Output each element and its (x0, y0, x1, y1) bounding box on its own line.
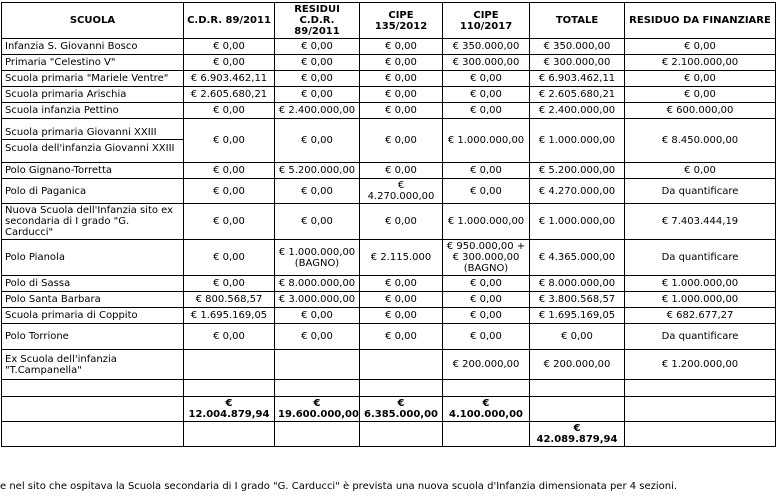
school-name-cell (2, 292, 184, 308)
school-name: Scuola infanzia Pettino (5, 105, 119, 116)
cdr-cell: € 6.903.462,11 (184, 71, 275, 87)
school-name: Infanzia S. Giovanni Bosco (5, 41, 138, 52)
cipe135-cell: € 0,00 (360, 119, 443, 163)
footnote: e nel sito che ospitava la Scuola secondaria di I grado "G. Carducci" è prevista una nuova scuola d'Infanzia dimensionata per 4 sezioni. (0, 481, 678, 492)
total-empty-totale (530, 397, 625, 422)
header-totale: TOTALE (530, 3, 625, 39)
residuo-cell: € 0,00 (625, 163, 776, 179)
cipe110-cell: € 0,00 (443, 308, 530, 324)
residui-cell: € 0,00 (275, 39, 360, 55)
school-name: Scuola primaria Giovanni XXIII (5, 127, 157, 138)
funding-table (1, 2, 776, 447)
totals-row (2, 397, 776, 422)
table-body (2, 39, 776, 397)
residui-cell: € 0,00 (275, 179, 360, 204)
cipe135-cell: € 0,00 (360, 163, 443, 179)
table-row (2, 292, 776, 308)
school-name: Nuova Scuola dell'Infanzia sito ex secondaria di I grado "G. Carducci" (5, 205, 174, 238)
header-scuola: SCUOLA (2, 3, 184, 39)
residuo-cell: € 1.000.000,00 (625, 292, 776, 308)
cipe135-cell: € 0,00 (360, 292, 443, 308)
table-row (2, 276, 776, 292)
cipe135-cell: € 0,00 (360, 324, 443, 350)
residuo-cell: € 1.000.000,00 (625, 276, 776, 292)
school-name: Scuola dell'infanzia Giovanni XXIII (2, 139, 183, 154)
table-row (2, 380, 776, 397)
school-name: Scuola primaria Arischia (5, 89, 127, 100)
cipe135-cell: € 2.115.000 (360, 240, 443, 276)
cipe110-cell: € 0,00 (443, 276, 530, 292)
cipe110-cell: € 950.000,00 + € 300.000,00 (BAGNO) (443, 240, 530, 276)
school-name: Polo Gignano-Torretta (5, 165, 113, 176)
grand-empty-3 (275, 422, 360, 447)
table-row (2, 71, 776, 87)
cdr-cell (184, 380, 275, 397)
school-name-cell (2, 119, 184, 163)
school-name: Scuola primaria di Coppito (5, 310, 138, 321)
school-name: Polo Pianola (5, 252, 65, 263)
residuo-cell: € 0,00 (625, 71, 776, 87)
total-cipe135: € 6.385.000,00 (360, 397, 443, 422)
header-residui: RESIDUI C.D.R. 89/2011 (275, 3, 360, 39)
school-name: Polo di Sassa (5, 278, 71, 289)
school-name: Polo Santa Barbara (5, 294, 101, 305)
header-cipe110: CIPE 110/2017 (443, 3, 530, 39)
totale-cell: € 4.365.000,00 (530, 240, 625, 276)
residuo-cell: € 2.100.000,00 (625, 55, 776, 71)
totals-label-cell (2, 397, 184, 422)
school-name-cell (2, 276, 184, 292)
school-name-cell (2, 71, 184, 87)
school-name-cell (2, 324, 184, 350)
totale-cell: € 350.000,00 (530, 39, 625, 55)
school-name-cell (2, 308, 184, 324)
residui-cell: € 1.000.000,00 (BAGNO) (275, 240, 360, 276)
cipe135-cell: € 0,00 (360, 87, 443, 103)
totale-cell: € 4.270.000,00 (530, 179, 625, 204)
grand-empty-4 (360, 422, 443, 447)
cipe110-cell: € 1.000.000,00 (443, 119, 530, 163)
table-header-row (2, 3, 776, 39)
cipe110-cell: € 0,00 (443, 103, 530, 119)
school-name-cell (2, 179, 184, 204)
residuo-cell: € 600.000,00 (625, 103, 776, 119)
school-name-cell (2, 39, 184, 55)
table-row (2, 350, 776, 380)
totale-cell: € 8.000.000,00 (530, 276, 625, 292)
cdr-cell: € 0,00 (184, 324, 275, 350)
residuo-cell: € 1.200.000,00 (625, 350, 776, 380)
cipe135-cell: € 0,00 (360, 39, 443, 55)
cipe110-cell: € 0,00 (443, 292, 530, 308)
cipe110-cell (443, 380, 530, 397)
cdr-cell: € 0,00 (184, 103, 275, 119)
cdr-cell: € 0,00 (184, 163, 275, 179)
cipe110-cell: € 0,00 (443, 179, 530, 204)
residui-cell: € 0,00 (275, 308, 360, 324)
cipe135-cell: € 4.270.000,00 (360, 179, 443, 204)
school-name-cell (2, 204, 184, 240)
grand-total: € 42.089.879,94 (530, 422, 625, 447)
header-cdr: C.D.R. 89/2011 (184, 3, 275, 39)
totale-cell: € 1.695.169,05 (530, 308, 625, 324)
grand-total-row (2, 422, 776, 447)
residuo-cell: Da quantificare (625, 240, 776, 276)
residuo-cell: Da quantificare (625, 324, 776, 350)
grand-empty-1 (2, 422, 184, 447)
totale-cell: € 0,00 (530, 324, 625, 350)
table-row (2, 87, 776, 103)
residui-cell: € 2.400.000,00 (275, 103, 360, 119)
cdr-cell: € 0,00 (184, 55, 275, 71)
residui-cell: € 0,00 (275, 71, 360, 87)
cipe135-cell: € 0,00 (360, 308, 443, 324)
grand-empty-2 (184, 422, 275, 447)
residuo-cell: € 0,00 (625, 87, 776, 103)
cdr-cell: € 0,00 (184, 39, 275, 55)
cipe110-cell: € 0,00 (443, 324, 530, 350)
totale-cell: € 2.605.680,21 (530, 87, 625, 103)
residui-cell (275, 350, 360, 380)
cdr-cell: € 2.605.680,21 (184, 87, 275, 103)
totale-cell: € 5.200.000,00 (530, 163, 625, 179)
residui-cell: € 0,00 (275, 87, 360, 103)
school-name: Polo di Paganica (5, 185, 87, 197)
residuo-cell (625, 380, 776, 397)
table-row (2, 119, 776, 163)
cipe135-cell (360, 350, 443, 380)
total-empty-residuo (625, 397, 776, 422)
school-name-cell (2, 240, 184, 276)
grand-empty-7 (625, 422, 776, 447)
residuo-cell: Da quantificare (625, 179, 776, 204)
cipe135-cell: € 0,00 (360, 276, 443, 292)
totale-cell: € 200.000,00 (530, 350, 625, 380)
table-row (2, 39, 776, 55)
cipe135-cell: € 0,00 (360, 55, 443, 71)
cipe135-cell: € 0,00 (360, 71, 443, 87)
cipe110-cell: € 0,00 (443, 163, 530, 179)
school-name-cell (2, 87, 184, 103)
header-residuo: RESIDUO DA FINANZIARE (625, 3, 776, 39)
table-row (2, 204, 776, 240)
cipe110-cell: € 0,00 (443, 71, 530, 87)
cdr-cell: € 800.568,57 (184, 292, 275, 308)
totale-cell: € 1.000.000,00 (530, 204, 625, 240)
totale-cell: € 6.903.462,11 (530, 71, 625, 87)
school-name: Scuola primaria "Mariele Ventre" (5, 73, 169, 84)
school-name: Ex Scuola dell'infanzia "T.Campanella" (5, 353, 117, 376)
table-row (2, 55, 776, 71)
residui-cell (275, 380, 360, 397)
table-row (2, 163, 776, 179)
residui-cell: € 3.000.000,00 (275, 292, 360, 308)
cipe110-cell: € 0,00 (443, 87, 530, 103)
table-row (2, 240, 776, 276)
cipe110-cell: € 1.000.000,00 (443, 204, 530, 240)
total-cipe110: € 4.100.000,00 (443, 397, 530, 422)
residui-cell: € 0,00 (275, 324, 360, 350)
table-row (2, 179, 776, 204)
residuo-cell: € 0,00 (625, 39, 776, 55)
residui-cell: € 0,00 (275, 55, 360, 71)
cdr-cell: € 0,00 (184, 119, 275, 163)
totale-cell: € 3.800.568,57 (530, 292, 625, 308)
school-name: Primaria "Celestino V" (5, 57, 116, 68)
totale-cell: € 1.000.000,00 (530, 119, 625, 163)
school-name-cell (2, 380, 184, 397)
cdr-cell (184, 350, 275, 380)
residuo-cell: € 7.403.444,19 (625, 204, 776, 240)
cipe110-cell: € 200.000,00 (443, 350, 530, 380)
residui-cell: € 0,00 (275, 204, 360, 240)
school-name-cell (2, 55, 184, 71)
residui-cell: € 5.200.000,00 (275, 163, 360, 179)
cipe110-cell: € 350.000,00 (443, 39, 530, 55)
table-row (2, 324, 776, 350)
residuo-cell: € 682.677,27 (625, 308, 776, 324)
school-name-cell (2, 350, 184, 380)
cdr-cell: € 0,00 (184, 204, 275, 240)
cipe135-cell: € 0,00 (360, 204, 443, 240)
totale-cell: € 300.000,00 (530, 55, 625, 71)
cipe135-cell: € 0,00 (360, 103, 443, 119)
cdr-cell: € 0,00 (184, 240, 275, 276)
cipe110-cell: € 300.000,00 (443, 55, 530, 71)
school-name-cell (2, 163, 184, 179)
grand-empty-5 (443, 422, 530, 447)
totale-cell (530, 380, 625, 397)
total-cdr: € 12.004.879,94 (184, 397, 275, 422)
cdr-cell: € 0,00 (184, 179, 275, 204)
school-name-cell (2, 103, 184, 119)
residuo-cell: € 8.450.000,00 (625, 119, 776, 163)
cdr-cell: € 1.695.169,05 (184, 308, 275, 324)
table-row (2, 103, 776, 119)
table-row (2, 308, 776, 324)
residui-cell: € 8.000.000,00 (275, 276, 360, 292)
residui-cell: € 0,00 (275, 119, 360, 163)
cdr-cell: € 0,00 (184, 276, 275, 292)
school-name: Polo Torrione (5, 331, 69, 342)
total-residui: € 19.600.000,00 (275, 397, 360, 422)
totale-cell: € 2.400.000,00 (530, 103, 625, 119)
cipe135-cell (360, 380, 443, 397)
header-cipe135: CIPE 135/2012 (360, 3, 443, 39)
